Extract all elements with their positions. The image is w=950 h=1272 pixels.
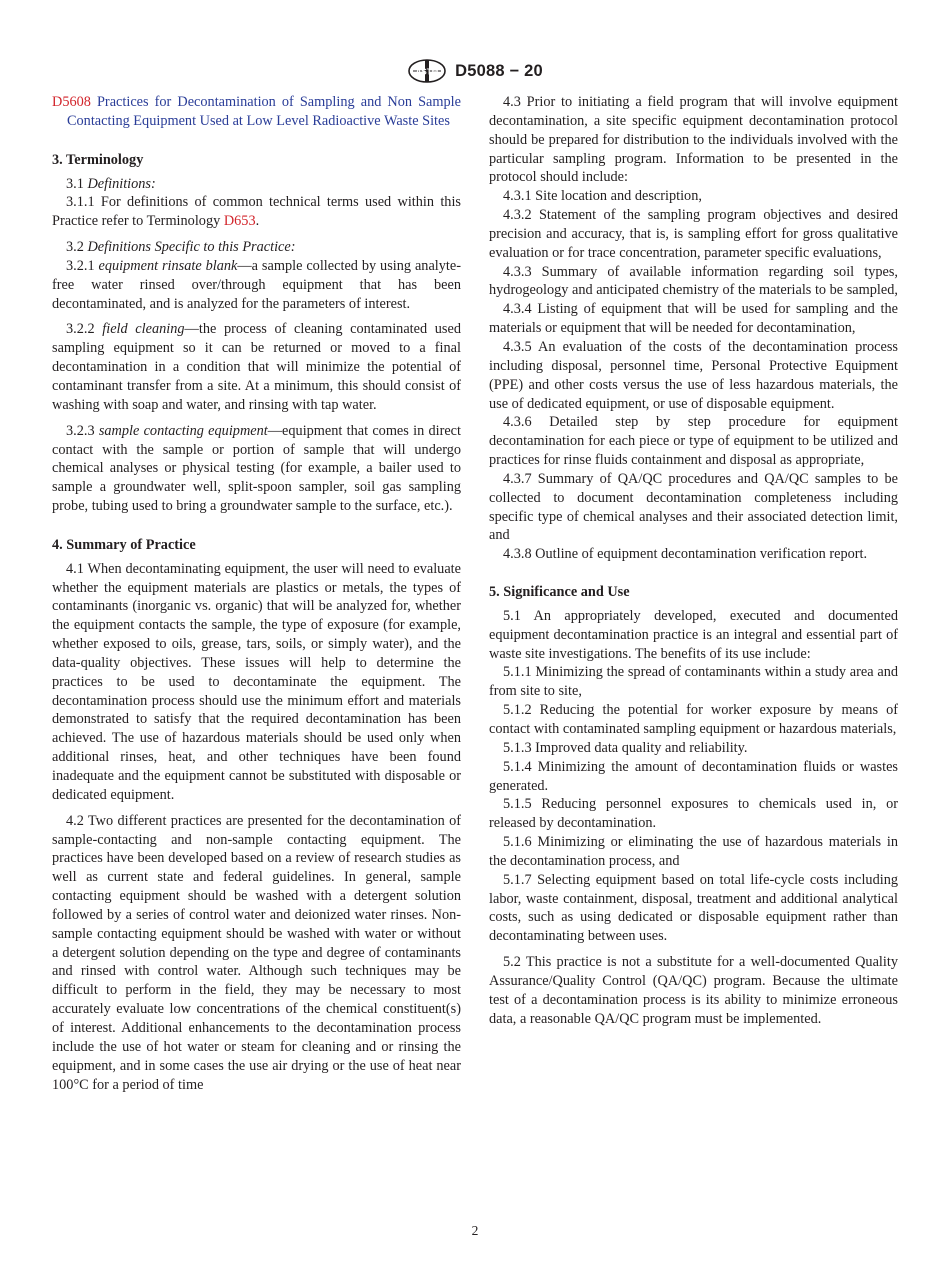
standard-designation: D5088 − 20 bbox=[455, 61, 543, 80]
para-3-2: 3.2 Definitions Specific to this Practice: bbox=[66, 239, 296, 256]
para-3-1: 3.1 Definitions: bbox=[66, 175, 156, 192]
section-5-heading: 5. Significance and Use bbox=[489, 584, 630, 601]
svg-text:ASTM: ASTM bbox=[415, 67, 439, 77]
para-3-2-2: 3.2.2 field cleaning—the process of cleaning contaminated used sampling equipment so it can be returned or moved to a final decontamination in a condition that will minimize the potential of contaminant transfer from a site. At a minimum, this should consist of washing with soap and water, and rinsing with tap water. bbox=[52, 321, 461, 413]
para-4-3-8: 4.3.8 Outline of equipment decontamination verification report. bbox=[503, 546, 868, 563]
para-4-3-4: 4.3.4 Listing of equipment that will be used for sampling and the materials or equipment that will be needed for decontamination, bbox=[489, 301, 898, 337]
astm-logo-icon bbox=[407, 58, 447, 84]
ref-code-link[interactable]: D5608 bbox=[52, 94, 91, 110]
referenced-document-d5608 bbox=[52, 93, 461, 131]
para-5-2: 5.2 This practice is not a substitute for a well-documented Quality Assurance/Quality Control (QA/QC) program. Because the ultimate test of a decontamination process is its ability to minimize erroneous data, a reasonable QA/QC program must be implemented. bbox=[489, 954, 898, 1027]
para-4-3-5: 4.3.5 An evaluation of the costs of the decontamination process including disposal, personnel time, Personal Protective Equipment (PPE) and other costs versus the use of less hazardous materials, the use of dedicated equipment, or use of disposable equipment. bbox=[489, 338, 898, 412]
para-5-1-3: 5.1.3 Improved data quality and reliability. bbox=[503, 739, 748, 756]
ref-title-link[interactable]: Practices for Decontamination of Sampling and Non Sample Contacting Equipment Used at Low Level Radioactive Waste Sites bbox=[67, 94, 461, 129]
left-column bbox=[52, 93, 461, 1094]
para-4-1: 4.1 When decontaminating equipment, the user will need to evaluate whether the equipment materials are plastics or metals, the types of contaminants (inorganic vs. organic) that will be analyzed for, whether the equipment contacts the sample, the type of exposure (for example, whether exposed to oils, grease, tars, soils, or simply water), and the data-quality objectives. These issues will help to determine the practices to be used to decontaminate the equipment. The decontamination process should use the minimum effort and materials demonstrated to satisfy that the required decontamination has been achieved. The use of hazardous materials should be used only when additional rinses, heat, and other techniques have been found inadequate and the equipment cannot be substituted with disposable or dedicated equipment. bbox=[52, 560, 461, 803]
para-4-3-7: 4.3.7 Summary of QA/QC procedures and QA/QC samples to be collected to document decontamination completeness including specific type of chemical analyses and their associated detection limit, and bbox=[489, 470, 898, 544]
para-4-3-2: 4.3.2 Statement of the sampling program objectives and desired precision and accuracy, that is, is sampling effort for gross qualitative evaluation or for trace concentration, parameter specific evaluations, bbox=[489, 207, 898, 261]
para-3-2-1: 3.2.1 equipment rinsate blank—a sample collected by using analyte-free water rinsed over/through equipment that has been decontaminated, and is analyzed for the parameters of interest. bbox=[52, 257, 461, 312]
para-5-1-2: 5.1.2 Reducing the potential for worker exposure by means of contact with contaminated sampling equipment or hazardous materials, bbox=[489, 702, 898, 737]
para-4-2: 4.2 Two different practices are presented for the decontamination of sample-contacting and non-sample contacting equipment. The practices have been developed based on a review of research studies as well as current state and federal guidelines. In general, sample contacting equipment should be washed with a detergent solution followed by a series of control water and deionized water rinses. Non-sample contacting equipment should be washed with water or without a detergent solution depending on the type and degree of contaminants and rinsed with control water. Although such techniques may be difficult to perform in the field, they may be necessary to most accurately evaluate low concentrations of the chemical constituent(s) of interest. Additional enhancements to the decontamination process include the use of hot water or steam for cleaning and or rinsing the equipment, and in some cases the use air drying or the use of heat near 100°C for a period of time bbox=[52, 812, 461, 1093]
section-4-heading: 4. Summary of Practice bbox=[52, 536, 196, 553]
para-5-1-6: 5.1.6 Minimizing or eliminating the use of hazardous materials in the decontamination process, and bbox=[489, 834, 898, 869]
right-column bbox=[489, 93, 898, 1029]
para-5-1-7: 5.1.7 Selecting equipment based on total life-cycle costs including labor, waste containment, disposal, treatment and additional analytical costs, such as using dedicated or disposable equipment rather than decontaminating between uses. bbox=[489, 871, 898, 945]
para-5-1-1: 5.1.1 Minimizing the spread of contaminants within a study area and from site to site, bbox=[489, 664, 898, 700]
page-header bbox=[0, 58, 950, 84]
para-4-3-1: 4.3.1 Site location and description, bbox=[503, 188, 702, 205]
para-4-3-3: 4.3.3 Summary of available information regarding soil types, hydrogeology and anticipated chemistry of the materials to be sampled, bbox=[489, 263, 898, 299]
d653-link[interactable]: D653 bbox=[223, 213, 256, 230]
page-number: 2 bbox=[471, 1223, 479, 1238]
para-5-1-5: 5.1.5 Reducing personnel exposures to chemicals used in, or released by decontamination. bbox=[489, 796, 898, 832]
para-3-1-1: 3.1.1 For definitions of common technical terms used within this Practice refer to Terminology D653. bbox=[52, 194, 461, 230]
para-4-3-6: 4.3.6 Detailed step by step procedure for equipment decontamination for each piece or type of equipment to be utilized and practices for rinse fluids containment and disposal as appropriate, bbox=[489, 414, 898, 469]
para-3-2-3: 3.2.3 sample contacting equipment—equipment that comes in direct contact with the sample or portion of sample that will undergo chemical analyses or physical testing (for example, a bailer used to sample a groundwater well, split-spoon sampler, soil gas sampling probe, tubing used to bring a groundwater sample to the surface, etc.). bbox=[52, 422, 462, 515]
section-3-heading: 3. Terminology bbox=[52, 151, 144, 168]
para-5-1-4: 5.1.4 Minimizing the amount of decontamination fluids or wastes generated. bbox=[489, 758, 898, 794]
para-5-1: 5.1 An appropriately developed, executed and documented equipment decontamination practice is an integral and essential part of waste site investigations. The benefits of its use include: bbox=[489, 607, 898, 662]
para-4-3: 4.3 Prior to initiating a field program that will involve equipment decontamination, a site specific equipment decontamination protocol should be prepared for distribution to the individuals involved with the particular sampling program. Information to be presented in the protocol should include: bbox=[489, 94, 898, 186]
